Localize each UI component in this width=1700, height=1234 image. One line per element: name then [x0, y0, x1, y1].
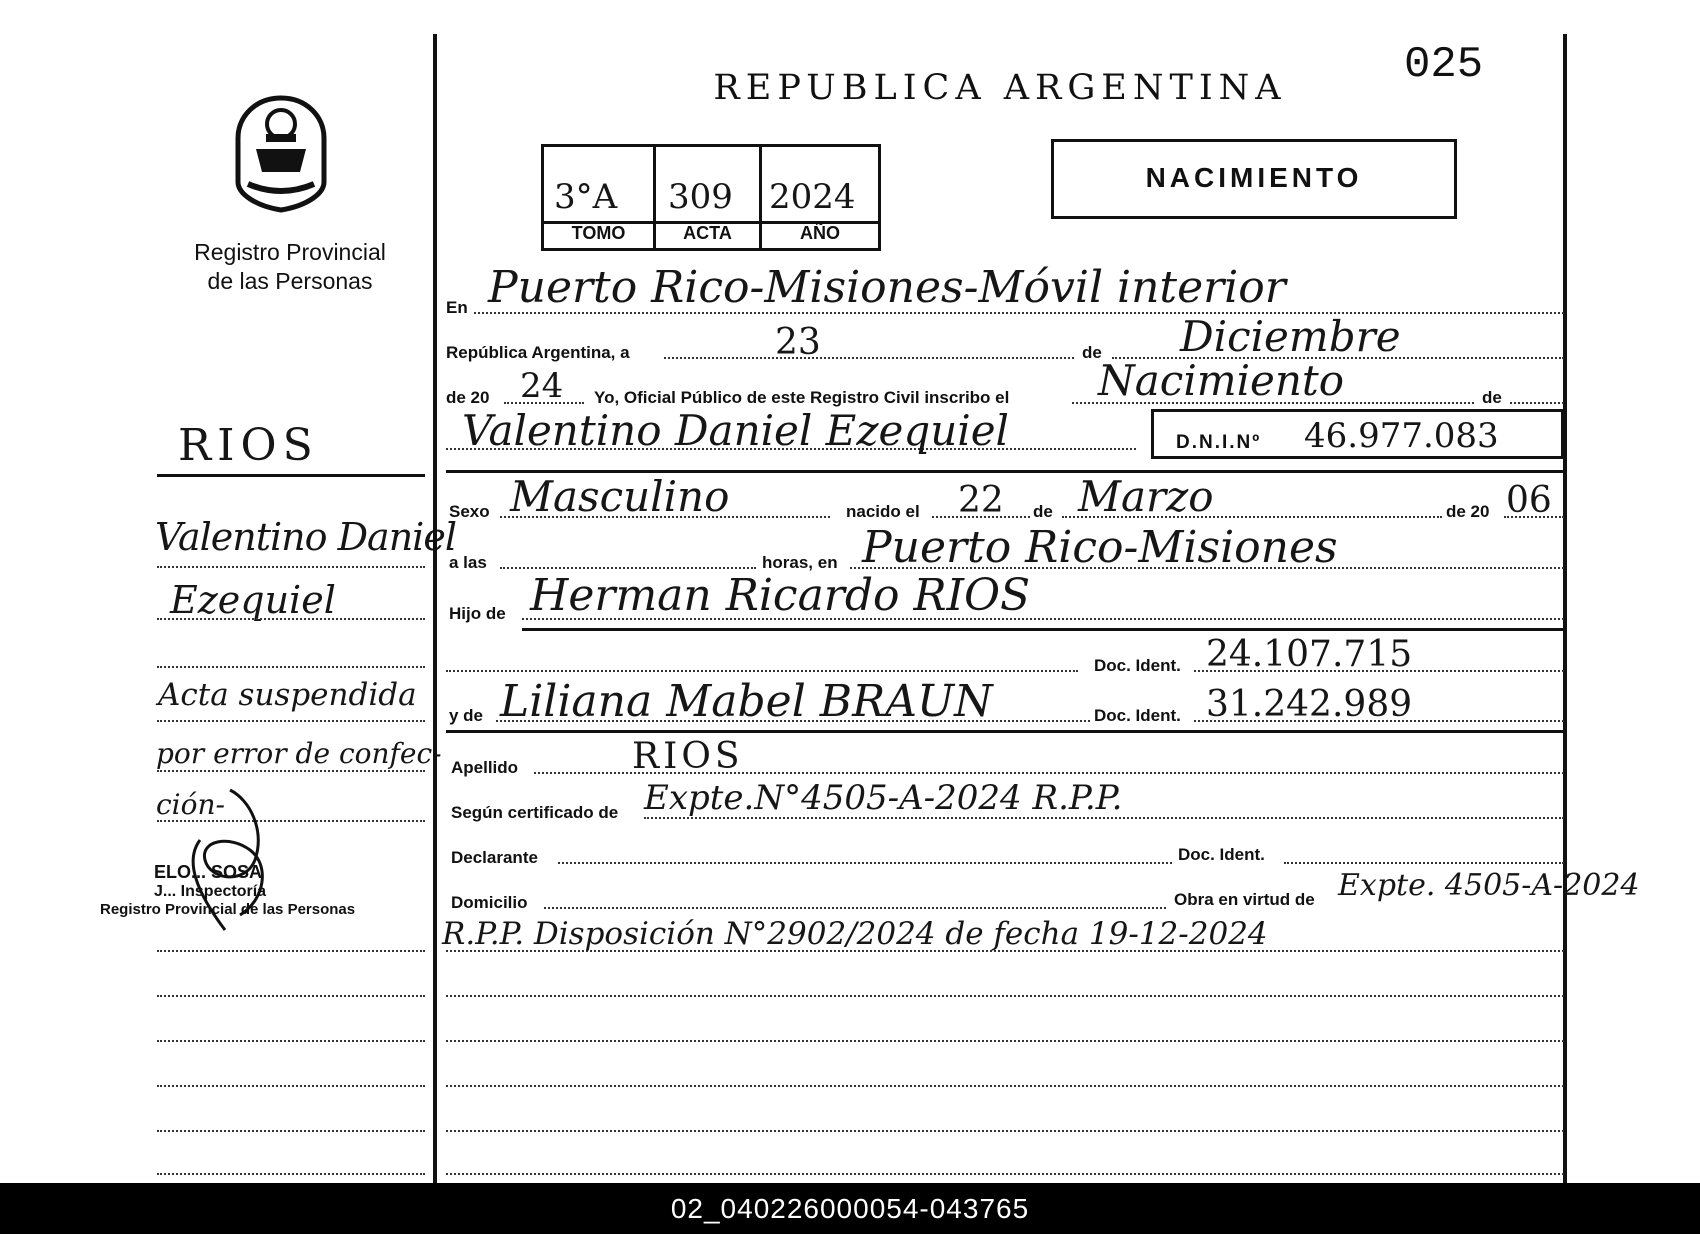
- republica-label: República Argentina, a: [446, 343, 630, 362]
- mother-doc: 31.242.989: [1206, 684, 1413, 725]
- document-code: 02_040226000054-043765: [670, 1192, 1030, 1224]
- doc-label-1: Doc. Ident.: [1094, 656, 1181, 675]
- extra-line: R.P.P. Disposición N°2902/2024 de fecha 19-12-2024: [442, 916, 1268, 952]
- tomo-label: TOMO: [571, 223, 626, 243]
- registry-line-2: de las Personas: [207, 268, 373, 294]
- sexo-label: Sexo: [449, 502, 490, 521]
- mother-name: Liliana Mabel BRAUN: [500, 676, 993, 727]
- yde-label: y de: [449, 706, 484, 725]
- inscribo-value: Nacimiento: [1098, 356, 1345, 405]
- de-label-2: de: [1482, 388, 1502, 407]
- stamp-line-3: Registro Provincial de las Personas: [100, 901, 356, 918]
- sidebar-note-1: Acta suspendida: [158, 677, 417, 713]
- segun-value: Expte.N°4505-A-2024 R.P.P.: [644, 778, 1123, 818]
- de-label-3: de: [1033, 502, 1053, 521]
- sexo-value: Masculino: [510, 472, 730, 521]
- name-value: Valentino Daniel Ezequiel: [462, 406, 1009, 455]
- father-doc: 24.107.715: [1206, 634, 1413, 675]
- hijo-label: Hijo de: [449, 604, 506, 623]
- obra-value: Expte. 4505-A-2024: [1338, 868, 1640, 903]
- country-title: REPUBLICA ARGENTINA: [713, 68, 1287, 108]
- stamp-line-2: J... Inspectoría: [154, 883, 267, 900]
- stamp-line-1: ELO... SOSA: [154, 862, 263, 882]
- inscribo-label: Yo, Oficial Público de este Registro Civil inscribo el: [594, 388, 1010, 407]
- registry-line-1: Registro Provincial: [194, 239, 386, 265]
- de-label: de: [1082, 343, 1102, 362]
- act-type-label: NACIMIENTO: [1145, 162, 1363, 193]
- month-value: Diciembre: [1180, 312, 1401, 361]
- en-label: En: [446, 298, 468, 317]
- sidebar-given-1: Valentino Daniel: [155, 515, 456, 559]
- acta-label: ACTA: [683, 223, 732, 243]
- dni-box: [1151, 409, 1564, 459]
- declarante-label: Declarante: [451, 848, 538, 867]
- sidebar-note-2: por error de confec-: [156, 737, 442, 770]
- page-number: 025: [1404, 40, 1484, 90]
- dni-value: 46.977.083: [1304, 416, 1499, 456]
- nacido-label: nacido el: [846, 502, 920, 521]
- birth-month: Marzo: [1078, 472, 1214, 521]
- birth-day: 22: [958, 480, 1004, 521]
- doc-label-3: Doc. Ident.: [1178, 845, 1265, 864]
- father-name: Herman Ricardo RIOS: [530, 570, 1031, 621]
- obra-label: Obra en virtud de: [1174, 890, 1315, 909]
- sidebar-surname: RIOS: [178, 420, 319, 471]
- year-value: 24: [520, 366, 564, 406]
- apellido-value: RIOS: [632, 736, 744, 777]
- tomo-value: 3°A: [554, 177, 618, 217]
- registry-seal: [226, 94, 336, 214]
- birth-place: Puerto Rico-Misiones: [862, 522, 1338, 573]
- horas-label: horas, en: [762, 553, 838, 572]
- act-type-box: [1051, 139, 1457, 219]
- apellido-label: Apellido: [451, 758, 519, 777]
- dni-label: D.N.I.Nº: [1176, 432, 1262, 453]
- registry-name: [160, 238, 420, 296]
- sidebar-given-2: Ezequiel: [170, 578, 336, 622]
- birth-year-label: de 20: [1446, 502, 1490, 521]
- document-code-bar: [0, 1183, 1700, 1234]
- anio-label: AÑO: [800, 223, 840, 243]
- act-number-box: [541, 144, 881, 251]
- year-prefix-label: de 20: [446, 388, 490, 407]
- doc-label-2: Doc. Ident.: [1094, 706, 1181, 725]
- official-stamp: [100, 862, 410, 918]
- en-value: Puerto Rico-Misiones-Móvil interior: [488, 262, 1286, 313]
- acta-value: 309: [668, 177, 733, 217]
- alas-label: a las: [449, 553, 487, 572]
- birth-year: 06: [1506, 480, 1552, 521]
- anio-value: 2024: [769, 177, 856, 217]
- domicilio-label: Domicilio: [451, 893, 528, 912]
- day-value: 23: [775, 322, 821, 363]
- sidebar-note-3: ción-: [156, 788, 225, 821]
- segun-label: Según certificado de: [451, 803, 619, 822]
